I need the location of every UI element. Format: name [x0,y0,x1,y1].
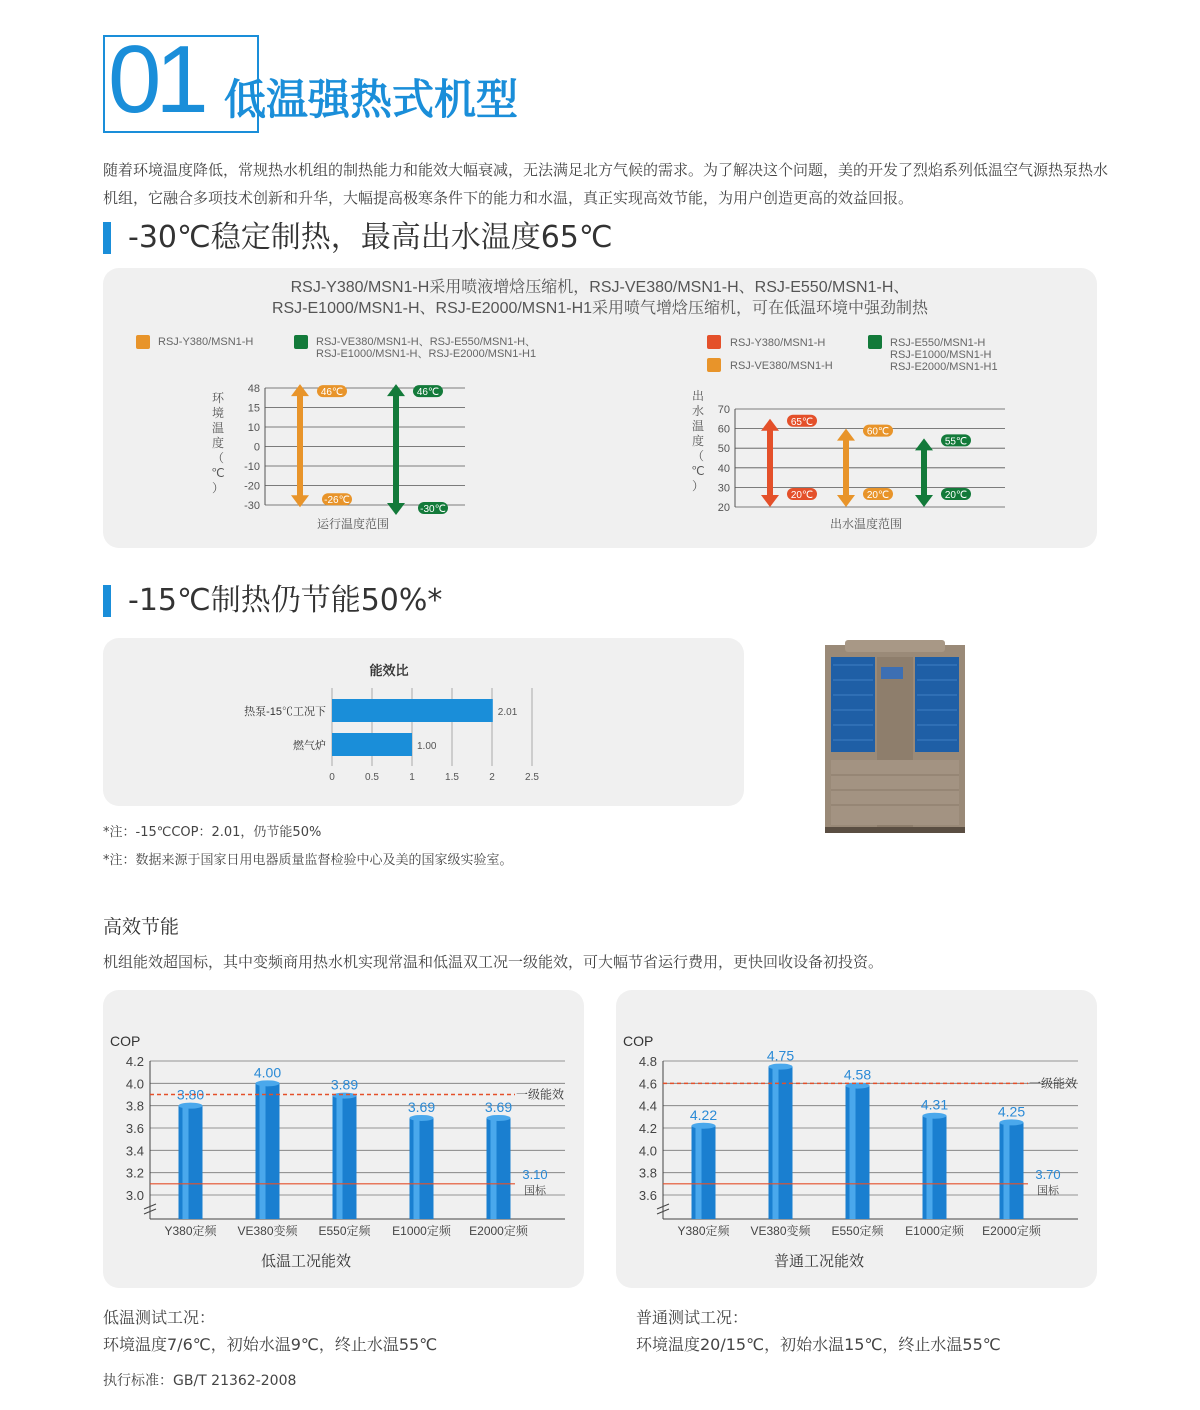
chart-title: 普通工况能效 [773,1253,865,1270]
low-cond-text: 环境温度7/6℃，初始水温9℃，终止水温55℃ [103,1335,438,1354]
legend-swatch [707,358,721,372]
value-label: 3.89 [330,1076,359,1093]
bar-highlight [1004,1122,1010,1219]
bar-highlight [183,1106,189,1219]
y-tick-label: 3.4 [125,1143,144,1159]
legend-swatch [707,335,721,349]
category-label: Y380定频 [164,1224,217,1238]
y-tick-label: 50 [717,443,730,456]
y-tick-label: 60 [717,423,730,436]
range-arrow-head-top [291,384,309,396]
bar-top [923,1113,947,1119]
legend-line: RSJ-E1000/MSN1-H [890,349,992,361]
y-axis-label-char: ） [691,479,705,493]
range-arrow-head-bottom [837,495,855,507]
bar-highlight [491,1118,497,1219]
y-tick-label: 30 [717,482,730,495]
bar-top [179,1103,203,1109]
operating-range-chart [190,380,490,540]
max-label: 46℃ [416,387,440,399]
value-label: 2.01 [497,707,518,718]
value-label: 4.58 [843,1066,872,1083]
chart-title: 能效比 [369,663,409,678]
ref-value-label: 3.10 [522,1166,548,1182]
min-label: 20℃ [790,490,814,501]
desc-line-2: RSJ-E1000/MSN1-H、RSJ-E2000/MSN1-H1采用喷气增焓压缩机，可在低温环境中强劲制热 [271,300,929,317]
range-arrow-head-bottom [915,495,933,507]
bar-highlight [260,1083,266,1219]
ref-value-label: 3.70 [1035,1166,1061,1182]
ref-line-label: 一级能效 [1028,1076,1077,1091]
y-axis-label-char: （ [211,451,225,465]
y-axis-label-char: 度 [691,434,705,448]
min-label: 20℃ [944,490,968,501]
range-arrow-head-bottom [291,495,309,507]
legend-line: RSJ-E550/MSN1-H [890,337,986,349]
value-label: 1.00 [417,741,437,752]
category-label: E550定频 [831,1224,884,1238]
note-source: *注：数据来源于国家日用电器质量监督检验中心及美的国家级实验室。 [103,853,513,868]
max-label: 46℃ [320,387,344,399]
bar-top [410,1115,434,1121]
category-label: Y380定频 [677,1224,730,1238]
max-label: 60℃ [866,426,890,438]
bar [692,1126,716,1219]
section3-heading: 高效节能 [103,916,180,938]
ref-line-label: 一级能效 [515,1087,564,1102]
value-label: 3.69 [484,1098,513,1115]
range-arrow [297,394,303,497]
x-tick-label: 0.5 [365,772,379,783]
y-axis-label-char: ℃ [211,466,225,480]
value-label: 4.31 [920,1096,949,1113]
bar-highlight [927,1116,933,1219]
legend-line: RSJ-E2000/MSN1-H1 [890,361,998,373]
value-label: 3.69 [407,1098,436,1115]
range-arrow [921,448,927,497]
range-arrow-head-top [387,384,405,396]
y-axis-label-char: 水 [691,404,705,418]
value-label: 4.25 [997,1103,1026,1120]
low-cond-title: 低温测试工况： [103,1308,216,1327]
y-tick-label: 48 [247,383,260,395]
min-label: -30℃ [420,504,446,515]
y-axis-label-char: 度 [211,436,225,450]
bar [332,699,493,722]
bar [769,1067,793,1219]
min-label: -26℃ [324,495,350,507]
category-label: 热泵-15℃工况下 [244,706,326,718]
bar-highlight [850,1086,856,1219]
bar [179,1106,203,1219]
bar-top [256,1080,280,1086]
y-axis-label-char: ） [211,481,225,495]
chart-title: 低温工况能效 [260,1253,352,1270]
outlet-temp-chart [680,380,1020,540]
y-axis-label-char: 温 [211,421,225,435]
y-axis-label-char: 环 [211,391,225,405]
range-arrow-head-top [915,438,933,450]
bar [923,1116,947,1219]
min-label: 20℃ [866,490,890,501]
ref-line-label: 国标 [1037,1184,1059,1197]
y-axis-label: COP [623,1033,654,1049]
bar [1000,1122,1024,1219]
section-marker [103,585,111,617]
legend-line: RSJ-E1000/MSN1-H、RSJ-E2000/MSN1-H1 [316,348,537,360]
desc-line-1: RSJ-Y380/MSN1-H采用喷液增焓压缩机，RSJ-VE380/MSN1-H、RSJ-E550/MSN1-H、 [290,279,910,296]
y-tick-label: 40 [717,462,730,475]
y-tick-label: 10 [247,422,260,434]
range-arrow [767,429,773,497]
legend-swatch [868,335,882,349]
x-tick-label: 0 [329,772,335,783]
bar-top [333,1093,357,1099]
y-tick-label: 4.8 [638,1054,657,1069]
x-tick-label: 1 [409,772,415,783]
category-label: E2000定频 [982,1224,1041,1238]
x-tick-label: 2.5 [525,772,539,783]
category-label: VE380变频 [750,1224,811,1238]
category-label: E1000定频 [392,1224,451,1238]
y-axis-label-char: 境 [211,406,225,420]
y-tick-label: 15 [247,402,260,415]
bar [846,1086,870,1219]
range-arrow [393,394,399,505]
value-label: 4.22 [689,1106,718,1123]
section3-description: 机组能效超国标，其中变频商用热水机实现常温和低温双工况一级能效，可大幅节省运行费用，更快回收设备初投资。 [103,953,884,971]
y-tick-label: 70 [717,404,730,416]
x-tick-label: 1.5 [445,772,459,783]
bar [256,1083,280,1219]
range-arrow-head-bottom [761,495,779,507]
range-arrow-head-bottom [387,503,405,515]
y-tick-label: 4.4 [638,1098,657,1114]
y-tick-label: 3.8 [125,1098,144,1114]
bar-top [487,1115,511,1121]
y-axis-label-char: 温 [691,419,705,433]
range-arrow-head-top [837,429,855,441]
y-tick-label: -30 [244,500,260,512]
y-tick-label: 3.0 [125,1188,144,1203]
normal-temp-cop-chart [616,990,1097,1288]
legend-swatch [294,335,308,349]
y-axis-label: COP [110,1033,141,1049]
bar-top [769,1064,793,1070]
y-axis-label-char: （ [691,449,705,463]
bar-top [846,1083,870,1089]
x-tick-label: 2 [489,772,495,783]
bar-top [692,1123,716,1129]
y-tick-label: 4.0 [638,1143,657,1159]
value-label: 4.00 [253,1064,282,1081]
bar [487,1118,511,1219]
bar-highlight [414,1118,420,1219]
bar-highlight [773,1067,779,1219]
x-axis-title: 运行温度范围 [316,517,390,531]
y-tick-label: -20 [244,480,260,493]
range-arrow [843,439,849,497]
category-label: VE380变频 [237,1224,298,1238]
x-axis-title: 出水温度范围 [829,517,903,531]
efficiency-ratio-chart [103,638,744,806]
section-marker [103,222,111,254]
y-tick-label: 4.0 [125,1076,144,1092]
bar-top [1000,1119,1024,1125]
y-tick-label: 4.2 [638,1121,657,1136]
category-label: E550定频 [318,1224,371,1238]
standard-text: 执行标准：GB/T 21362-2008 [103,1373,297,1389]
bar [333,1096,357,1219]
value-label: 4.75 [766,1047,795,1064]
section1-heading: -30℃稳定制热，最高出水温度65℃ [128,220,613,255]
bar-highlight [337,1096,343,1219]
y-axis-label-char: ℃ [691,464,705,478]
category-label: 燃气炉 [293,740,326,752]
y-tick-label: 4.2 [125,1054,144,1069]
y-tick-label: -10 [244,461,260,473]
y-tick-label: 3.6 [125,1121,144,1136]
value-label: 3.80 [176,1086,205,1103]
y-tick-label: 20 [717,502,730,514]
bar-highlight [696,1126,702,1219]
ref-line-label: 国标 [524,1184,546,1197]
range-arrow-head-top [761,419,779,431]
legend-label [316,336,536,360]
max-label: 65℃ [790,416,814,428]
section1-description [103,277,1097,319]
normal-cond-text: 环境温度20/15℃，初始水温15℃，终止水温55℃ [636,1335,1001,1354]
legend-swatch [136,335,150,349]
legend-label: RSJ-VE380/MSN1-H [730,360,833,372]
legend-label [890,337,998,373]
max-label: 55℃ [944,436,968,448]
legend-label: RSJ-Y380/MSN1-H [158,336,254,348]
page-title: 低温强热式机型 [224,75,519,124]
category-label: E2000定频 [469,1224,528,1238]
legend-label: RSJ-Y380/MSN1-H [730,337,826,349]
bar [332,733,412,756]
y-tick-label: 3.6 [638,1188,657,1203]
legend-line: RSJ-VE380/MSN1-H、RSJ-E550/MSN1-H、 [316,336,537,348]
category-label: E1000定频 [905,1224,964,1238]
y-tick-label: 3.2 [125,1165,144,1181]
y-tick-label: 3.8 [638,1165,657,1181]
section-number: 01 [108,26,203,133]
intro-paragraph: 随着环境温度降低，常规热水机组的制热能力和能效大幅衰减，无法满足北方气候的需求。为了解决这个问题，美的开发了烈焰系列低温空气源热泵热水机组，它融合多项技术创新和升华，大幅提高极寒条件下的能力和水温，真正实现高效节能，为用户创造更高的效益回报。 [103,161,1109,207]
bar [410,1118,434,1219]
section2-heading: -15℃制热仍节能50%* [128,583,443,618]
heat-pump-unit-image [815,635,975,840]
y-tick-label: 4.6 [638,1076,657,1092]
normal-cond-title: 普通测试工况： [636,1308,749,1327]
y-tick-label: 0 [253,441,260,454]
note-cop: *注：-15℃COP：2.01，仍节能50% [103,825,322,840]
y-axis-label-char: 出 [691,389,705,403]
low-temp-cop-chart [103,990,584,1288]
